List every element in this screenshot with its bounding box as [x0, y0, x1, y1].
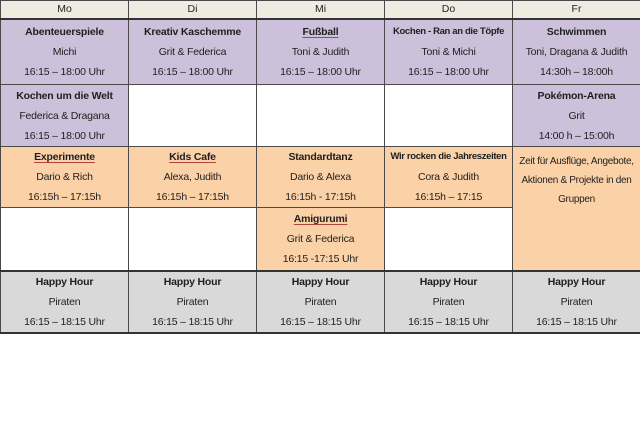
activity-title: Pokémon-Arena [537, 89, 616, 102]
activity-time: 14:30h – 18:00h [540, 65, 613, 78]
activity-title: Experimente [34, 151, 95, 163]
activity-time: 16:15h – 17:15h [28, 191, 101, 203]
activity-people: Piraten [176, 295, 209, 308]
day-header-row [1, 1, 640, 19]
cell-do-empty [385, 208, 513, 271]
cell-do-happy-hour [385, 271, 513, 333]
cell-mo-abenteuerspiele [1, 19, 129, 85]
activity-title: Happy Hour [163, 275, 222, 288]
activity-title: Happy Hour [419, 275, 478, 288]
activity-people: Toni & Michi [421, 45, 476, 58]
cell-mi-fussball [257, 19, 385, 85]
schedule-row-happy-hour [1, 271, 640, 333]
activity-title: Amigurumi [293, 212, 348, 225]
activity-title: Happy Hour [291, 275, 350, 288]
activity-time: 16:15h – 17:15 [414, 191, 483, 203]
cell-mo-experimente [1, 147, 129, 208]
cell-do-empty [385, 85, 513, 147]
activity-time: 16:15 – 18:00 Uhr [408, 65, 489, 78]
merged-cell-line: Gruppen [558, 194, 595, 205]
cell-fr-gruppenzeit-merged [513, 147, 640, 271]
activity-people: Piraten [304, 295, 337, 308]
activity-title: Fußball [302, 25, 339, 38]
cell-di-empty [129, 85, 257, 147]
activity-time: 16:15 – 18:00 Uhr [280, 65, 361, 78]
activity-people: Dario & Alexa [289, 171, 351, 183]
day-header-mo: Mo [1, 1, 129, 19]
activity-time: 16:15 – 18:00 Uhr [152, 65, 233, 78]
activity-title: Kids Cafe [169, 151, 216, 163]
activity-people: Cora & Judith [417, 171, 479, 183]
cell-di-empty [129, 208, 257, 271]
activity-title: Happy Hour [35, 275, 94, 288]
activity-people: Alexa, Judith [163, 171, 222, 183]
activity-time: 16:15h - 17:15h [285, 191, 356, 203]
day-header-di: Di [129, 1, 257, 19]
activity-people: Grit & Federica [286, 232, 355, 245]
activity-time: 16:15 – 18:15 Uhr [408, 315, 489, 328]
activity-time: 16:15 – 18:15 Uhr [280, 315, 361, 328]
activity-title: Standardtanz [288, 151, 353, 163]
activity-people: Toni, Dragana & Judith [525, 45, 628, 58]
activity-title: Kochen - Ran an die Töpfe [392, 25, 505, 37]
cell-fr-pokemon-arena [513, 85, 640, 147]
cell-mo-empty [1, 208, 129, 271]
activity-title: Happy Hour [547, 275, 606, 288]
day-header-fr: Fr [513, 1, 640, 19]
cell-mi-amigurumi [257, 208, 385, 271]
activity-time: 16:15 – 18:15 Uhr [24, 315, 105, 328]
activity-title: Kreativ Kaschemme [144, 25, 241, 38]
cell-fr-happy-hour [513, 271, 640, 333]
merged-cell-line: Zeit für Ausflüge, Angebote, [519, 156, 634, 167]
activity-time: 16:15h – 17:15h [156, 191, 229, 203]
activity-people: Grit & Federica [158, 45, 227, 58]
schedule-row-2 [1, 85, 640, 147]
cell-di-kreativ-kaschemme [129, 19, 257, 85]
activity-time: 14:00 h – 15:00h [538, 129, 615, 142]
activity-title: Wir rocken die Jahreszeiten [390, 151, 507, 162]
activity-title: Schwimmen [546, 25, 607, 38]
cell-di-happy-hour [129, 271, 257, 333]
merged-cell-line: Aktionen & Projekte in den [521, 175, 632, 186]
schedule-row-1 [1, 19, 640, 85]
cell-mi-empty [257, 85, 385, 147]
schedule-row-3 [1, 147, 640, 208]
activity-people: Grit [568, 109, 585, 122]
activity-time: 16:15 – 18:00 Uhr [24, 65, 105, 78]
activity-people: Federica & Dragana [19, 109, 110, 122]
cell-mi-happy-hour [257, 271, 385, 333]
activity-time: 16:15 -17:15 Uhr [282, 252, 359, 265]
cell-do-wir-rocken-die-jahreszeiten [385, 147, 513, 208]
activity-people: Dario & Rich [36, 171, 93, 183]
activity-people: Michi [52, 45, 77, 58]
cell-di-kids-cafe [129, 147, 257, 208]
activity-people: Piraten [432, 295, 465, 308]
day-header-do: Do [385, 1, 513, 19]
cell-mi-standardtanz [257, 147, 385, 208]
cell-mo-happy-hour [1, 271, 129, 333]
cell-fr-schwimmen [513, 19, 640, 85]
day-header-mi: Mi [257, 1, 385, 19]
activity-people: Piraten [48, 295, 81, 308]
cell-mo-kochen-um-die-welt [1, 85, 129, 147]
activity-time: 16:15 – 18:15 Uhr [536, 315, 617, 328]
activity-title: Kochen um die Welt [16, 89, 113, 102]
activity-people: Toni & Judith [291, 45, 350, 58]
cell-do-kochen-ran-an-die-toepfe [385, 19, 513, 85]
activity-title: Abenteuerspiele [25, 25, 104, 38]
activity-time: 16:15 – 18:15 Uhr [152, 315, 233, 328]
activity-people: Piraten [560, 295, 593, 308]
activity-time: 16:15 – 18:00 Uhr [24, 129, 105, 142]
